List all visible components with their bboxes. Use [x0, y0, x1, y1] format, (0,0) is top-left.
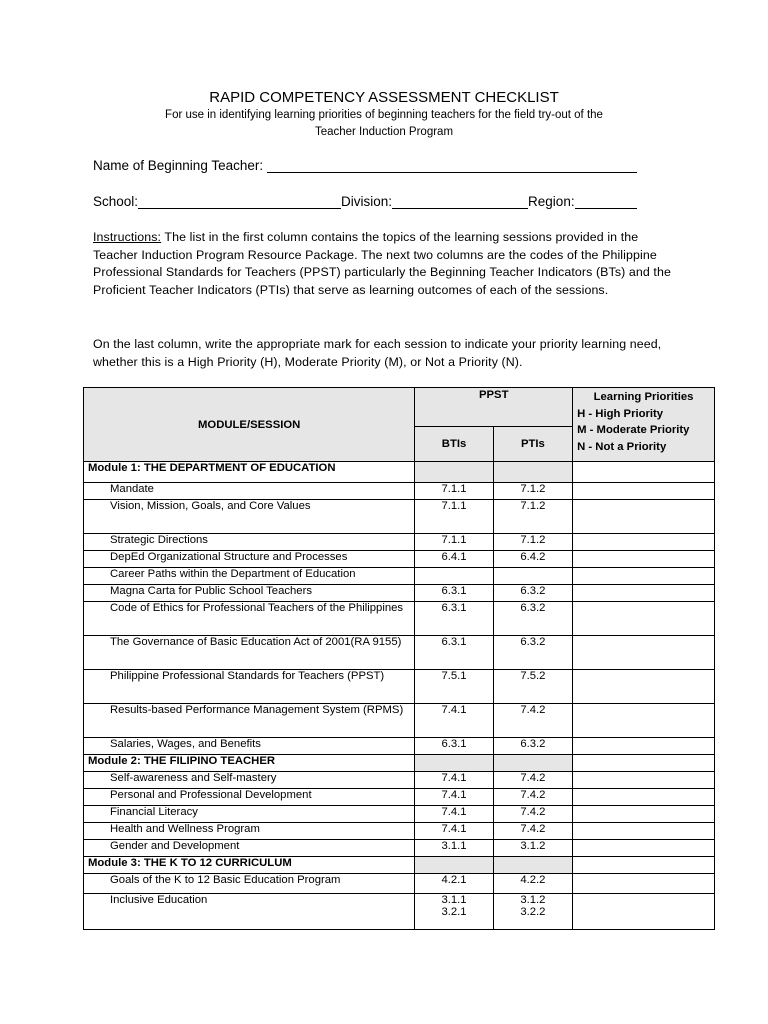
module-code-cell	[493, 755, 572, 772]
bti-code: 7.1.1	[441, 483, 467, 495]
priority-cell[interactable]	[573, 772, 715, 789]
session-title: Health and Wellness Program	[84, 823, 415, 840]
module-row	[84, 462, 715, 483]
session-row	[84, 840, 715, 857]
session-title: DepEd Organizational Structure and Processes	[84, 551, 415, 568]
session-title: Vision, Mission, Goals, and Core Values	[84, 500, 415, 534]
priority-cell[interactable]	[573, 789, 715, 806]
subtitle-line-2: Teacher Induction Program	[314, 126, 454, 138]
pti-code-cell	[493, 704, 572, 738]
teacher-name-label: Name of Beginning Teacher:	[93, 158, 264, 173]
division-field[interactable]	[392, 194, 528, 209]
pti-code-cell	[493, 840, 572, 857]
bti-code-cell	[415, 568, 493, 585]
session-row	[84, 823, 715, 840]
lp-moderate: M - Moderate Priority	[577, 424, 690, 436]
pti-code: 3.1.2	[520, 894, 546, 906]
division-label: Division:	[341, 194, 393, 209]
bti-code-cell	[415, 602, 493, 636]
bti-code: 7.4.1	[441, 704, 467, 716]
session-row	[84, 704, 715, 738]
bti-code: 6.3.1	[441, 585, 467, 597]
region-field[interactable]	[575, 194, 637, 209]
pti-code-cell	[493, 772, 572, 789]
bti-code-cell	[415, 585, 493, 602]
pti-code: 7.4.2	[520, 789, 546, 801]
session-row	[84, 585, 715, 602]
priority-cell[interactable]	[573, 670, 715, 704]
instructions-paragraph	[93, 229, 683, 299]
session-title: Magna Carta for Public School Teachers	[84, 585, 415, 602]
session-title: Philippine Professional Standards for Teachers (PPST)	[84, 670, 415, 704]
session-title: Career Paths within the Department of Education	[84, 568, 415, 585]
pti-code: 7.4.2	[520, 772, 546, 784]
priority-cell[interactable]	[573, 534, 715, 551]
session-title: Gender and Development	[84, 840, 415, 857]
priority-cell[interactable]	[573, 483, 715, 500]
module-title: Module 3: THE K TO 12 CURRICULUM	[84, 857, 415, 874]
pti-code-cell	[493, 738, 572, 755]
priority-cell[interactable]	[573, 585, 715, 602]
bti-code-cell	[415, 738, 493, 755]
teacher-name-field[interactable]	[267, 158, 637, 173]
pti-code: 7.1.2	[520, 483, 546, 495]
bti-code-cell	[415, 636, 493, 670]
school-division-region-line	[93, 194, 637, 209]
session-row	[84, 483, 715, 500]
ppst-header: PPST	[415, 388, 573, 427]
pti-code-cell	[493, 500, 572, 534]
pti-code: 6.3.2	[520, 738, 546, 750]
ptis-header: PTIs	[493, 427, 572, 462]
priority-cell[interactable]	[573, 857, 715, 874]
bti-code: 7.4.1	[441, 823, 467, 835]
session-title: Self-awareness and Self-mastery	[84, 772, 415, 789]
pti-code-cell	[493, 789, 572, 806]
priority-cell[interactable]	[573, 462, 715, 483]
bti-code-cell	[415, 840, 493, 857]
session-row	[84, 806, 715, 823]
instructions-text: The list in the first column contains the topics of the learning sessions provided in the Teacher Induction Program Resource Package. The next two columns are the codes of the Philippine Professional Standards for Teachers (PPST) particularly the Beginning Teacher Indicators (BTs) and the Proficient Teacher Indicators (PTIs) that serve as learning outcomes of each of the sessions.	[93, 230, 671, 297]
module-code-cell	[493, 462, 572, 483]
competency-table	[83, 387, 715, 930]
priority-cell[interactable]	[573, 704, 715, 738]
pti-code: 7.1.2	[520, 534, 546, 546]
bti-code: 3.1.1	[441, 840, 467, 852]
module-code-cell	[415, 755, 493, 772]
school-label: School:	[93, 194, 139, 209]
bti-code: 6.3.1	[441, 636, 467, 648]
bti-code: 7.4.1	[441, 789, 467, 801]
session-title: Personal and Professional Development	[84, 789, 415, 806]
bti-code: 3.2.1	[441, 906, 467, 918]
session-row	[84, 670, 715, 704]
session-title: Mandate	[84, 483, 415, 500]
bti-code-cell	[415, 551, 493, 568]
bti-code: 6.3.1	[441, 738, 467, 750]
priority-cell[interactable]	[573, 551, 715, 568]
module-code-cell	[415, 857, 493, 874]
bti-code-cell	[415, 483, 493, 500]
bti-code-cell	[415, 874, 493, 894]
bti-code-cell	[415, 894, 493, 930]
teacher-name-line	[93, 158, 637, 173]
bti-code-cell	[415, 500, 493, 534]
session-row	[84, 738, 715, 755]
session-row	[84, 789, 715, 806]
pti-code-cell	[493, 670, 572, 704]
pti-code: 3.2.2	[520, 906, 546, 918]
learning-priorities-header	[573, 388, 715, 462]
session-row	[84, 874, 715, 894]
pti-code-cell	[493, 483, 572, 500]
bti-code-cell	[415, 772, 493, 789]
pti-code-cell	[493, 806, 572, 823]
session-row	[84, 602, 715, 636]
bti-code-cell	[415, 823, 493, 840]
pti-code-cell	[493, 585, 572, 602]
session-row	[84, 636, 715, 670]
priority-cell[interactable]	[573, 894, 715, 930]
module-title: Module 2: THE FILIPINO TEACHER	[84, 755, 415, 772]
bti-code: 7.5.1	[441, 670, 467, 682]
bti-code-cell	[415, 534, 493, 551]
pti-code: 3.1.2	[520, 840, 546, 852]
session-title: Results-based Performance Management System (RPMS)	[84, 704, 415, 738]
pti-code: 6.3.2	[520, 585, 546, 597]
session-row	[84, 568, 715, 585]
priority-cell[interactable]	[573, 806, 715, 823]
bti-code: 7.4.1	[441, 806, 467, 818]
bti-code: 7.1.1	[441, 500, 467, 512]
module-session-header: MODULE/SESSION	[84, 388, 415, 462]
module-row	[84, 857, 715, 874]
priority-cell[interactable]	[573, 738, 715, 755]
priority-cell[interactable]	[573, 874, 715, 894]
instructions-label: Instructions:	[93, 230, 162, 244]
lp-high: H - High Priority	[577, 407, 664, 420]
pti-code: 7.5.2	[520, 670, 546, 682]
session-title: Strategic Directions	[84, 534, 415, 551]
priority-cell[interactable]	[573, 823, 715, 840]
subtitle-line-1: For use in identifying learning priorities of beginning teachers for the field try-out of the	[165, 109, 603, 121]
region-label: Region:	[528, 194, 575, 209]
session-title: Financial Literacy	[84, 806, 415, 823]
bti-code: 6.4.1	[441, 551, 467, 563]
pti-code-cell	[493, 602, 572, 636]
bti-code-cell	[415, 704, 493, 738]
pti-code-cell	[493, 551, 572, 568]
bti-code-cell	[415, 789, 493, 806]
module-code-cell	[415, 462, 493, 483]
bti-code-cell	[415, 670, 493, 704]
priority-cell[interactable]	[573, 636, 715, 670]
session-row	[84, 894, 715, 930]
pti-code-cell	[493, 636, 572, 670]
page-title: RAPID COMPETENCY ASSESSMENT CHECKLIST	[209, 89, 559, 106]
priority-cell[interactable]	[573, 840, 715, 857]
school-field[interactable]	[138, 194, 341, 209]
pti-code-cell	[493, 534, 572, 551]
instructions-paragraph-2: On the last column, write the appropriate mark for each session to indicate your priority learning need, whether this is a High Priority (H), Moderate Priority (M), or Not a Priority (N).	[93, 337, 662, 369]
pti-code: 7.4.2	[520, 704, 546, 716]
bti-code: 3.1.1	[441, 894, 467, 906]
session-row	[84, 551, 715, 568]
session-title: Inclusive Education	[84, 894, 415, 930]
priority-cell[interactable]	[573, 755, 715, 772]
session-row	[84, 772, 715, 789]
pti-code-cell	[493, 568, 572, 585]
session-title: Code of Ethics for Professional Teachers of the Philippines	[84, 602, 415, 636]
pti-code: 6.4.2	[520, 551, 546, 563]
session-title: Salaries, Wages, and Benefits	[84, 738, 415, 755]
module-row	[84, 755, 715, 772]
pti-code: 7.1.2	[520, 500, 546, 512]
priority-cell[interactable]	[573, 602, 715, 636]
pti-code: 6.3.2	[520, 636, 546, 648]
pti-code-cell	[493, 823, 572, 840]
bti-code-cell	[415, 806, 493, 823]
pti-code: 7.4.2	[520, 806, 546, 818]
session-row	[84, 534, 715, 551]
module-title: Module 1: THE DEPARTMENT OF EDUCATION	[84, 462, 415, 483]
session-title: Goals of the K to 12 Basic Education Program	[84, 874, 415, 894]
lp-title: Learning Priorities	[593, 391, 694, 403]
pti-code: 7.4.2	[520, 823, 546, 835]
priority-cell[interactable]	[573, 500, 715, 534]
pti-code-cell	[493, 874, 572, 894]
session-row	[84, 500, 715, 534]
bti-code: 6.3.1	[441, 602, 467, 614]
pti-code: 4.2.2	[520, 874, 546, 886]
priority-cell[interactable]	[573, 568, 715, 585]
session-title: The Governance of Basic Education Act of 2001(RA 9155)	[84, 636, 415, 670]
lp-not: N - Not a Priority	[577, 440, 667, 453]
pti-code: 6.3.2	[520, 602, 546, 614]
bti-code: 7.1.1	[441, 534, 467, 546]
pti-code-cell	[493, 894, 572, 930]
bti-code: 7.4.1	[441, 772, 467, 784]
bti-code: 4.2.1	[441, 874, 467, 886]
btis-header: BTIs	[415, 427, 493, 462]
module-code-cell	[493, 857, 572, 874]
